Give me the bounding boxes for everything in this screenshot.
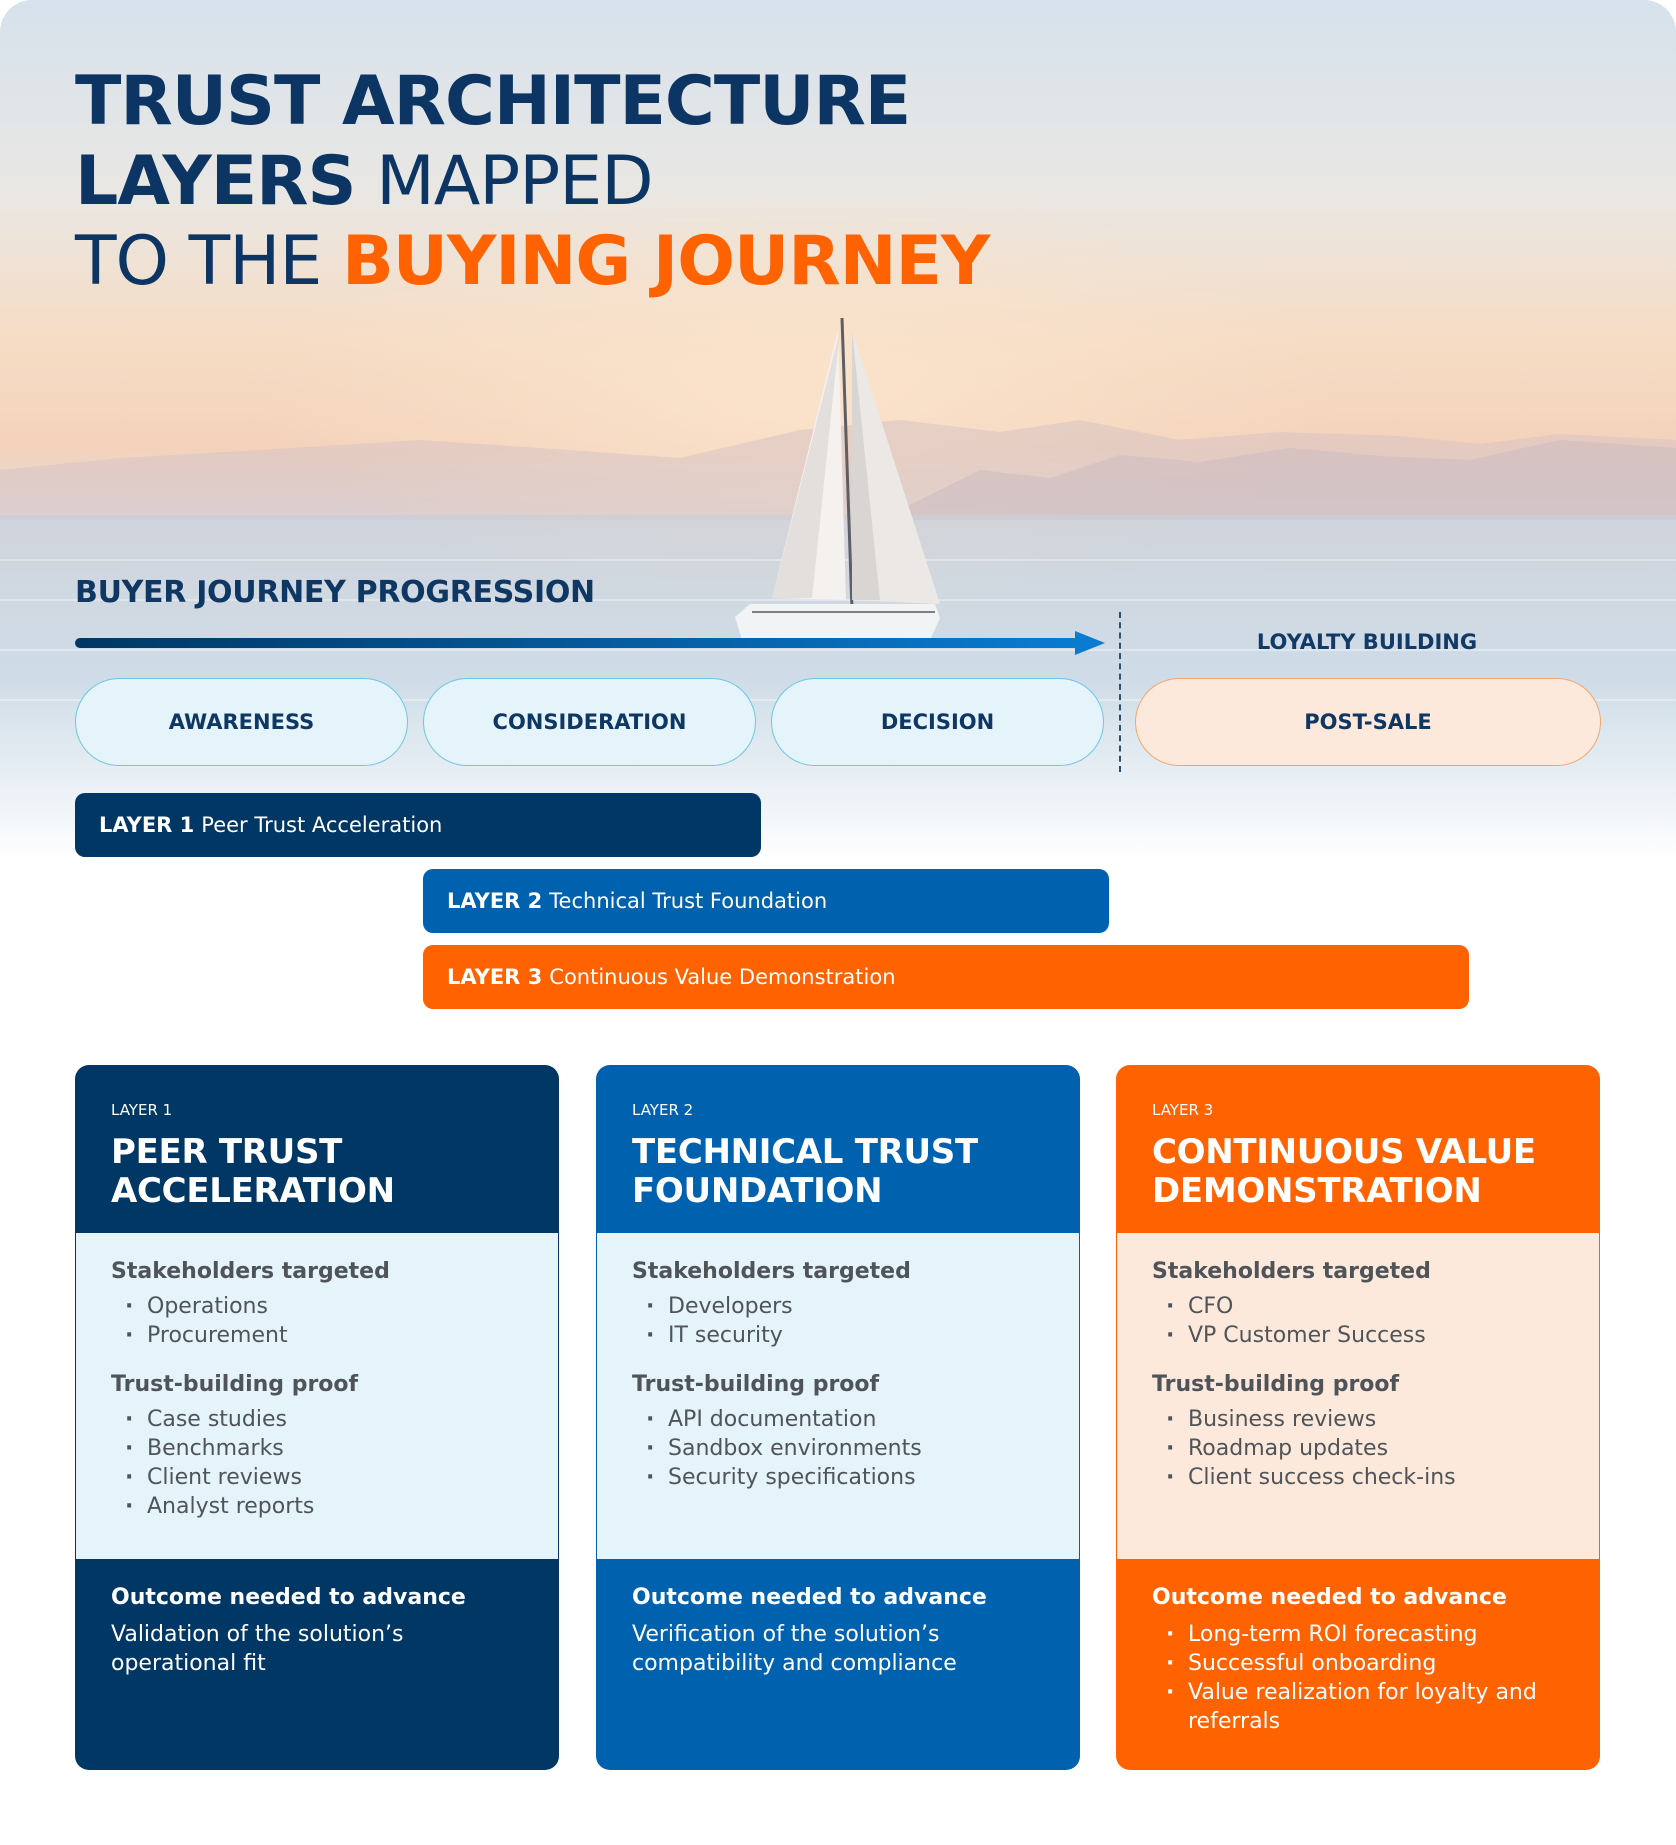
layer-3-proof-list <box>1152 1405 1564 1492</box>
layer-1-bar <box>75 793 761 857</box>
layer-1-card-body <box>76 1233 558 1559</box>
layer-1-outcome-text: Validation of the solution’s operational fit <box>111 1622 404 1676</box>
list-item: · Value realization for loyalty and referrals <box>1152 1678 1564 1736</box>
layer-1-bar-label: LAYER 1 <box>99 813 195 837</box>
layer-1-proof-heading: Trust-building proof <box>111 1372 359 1397</box>
journey-heading: BUYER JOURNEY PROGRESSION <box>75 575 595 610</box>
layer-3-card-body <box>1117 1233 1599 1559</box>
list-item: · VP Customer Success <box>1152 1321 1564 1350</box>
list-item: · Business reviews <box>1152 1405 1564 1434</box>
layer-3-stakeholders-list <box>1152 1292 1564 1350</box>
layer-1-bar-name: Peer Trust Acceleration <box>201 813 443 837</box>
layer-2-card-title <box>632 1133 1044 1211</box>
layer-3-card-overline: LAYER 3 <box>1152 1101 1214 1119</box>
layer-1-card-title-line-1: PEER TRUST <box>111 1132 343 1172</box>
loyalty-building-label: LOYALTY BUILDING <box>1256 630 1478 654</box>
layer-2-proof-heading: Trust-building proof <box>632 1372 880 1397</box>
list-item: · CFO <box>1152 1292 1564 1321</box>
list-item: · Case studies <box>111 1405 523 1434</box>
layer-1-stakeholders-heading: Stakeholders targeted <box>111 1259 390 1284</box>
layer-3-card-title <box>1152 1133 1564 1211</box>
list-item: · Operations <box>111 1292 523 1321</box>
title-line-2-bold: LAYERS <box>75 142 356 221</box>
layer-1-card-header <box>75 1065 559 1233</box>
layer-2-card-header <box>596 1065 1080 1233</box>
title-line-2-rest: MAPPED <box>355 142 653 221</box>
layer-2-proof-list <box>632 1405 1044 1492</box>
layer-1-card-overline: LAYER 1 <box>111 1101 173 1119</box>
list-item: · Security specifications <box>632 1463 1044 1492</box>
title-line-1: TRUST ARCHITECTURE <box>75 62 911 141</box>
layer-2-bar-label: LAYER 2 <box>447 889 543 913</box>
layer-1-outcome-heading: Outcome needed to advance <box>111 1585 466 1610</box>
list-item: · API documentation <box>632 1405 1044 1434</box>
layer-1-card-title <box>111 1133 523 1211</box>
layer-3-bar <box>423 945 1469 1009</box>
hero-background <box>0 0 1676 860</box>
layer-2-outcome-heading: Outcome needed to advance <box>632 1585 987 1610</box>
list-item: · Client reviews <box>111 1463 523 1492</box>
layer-3-card-footer <box>1116 1559 1600 1770</box>
layer-3-stakeholders-heading: Stakeholders targeted <box>1152 1259 1431 1284</box>
list-item: · Long-term ROI forecasting <box>1152 1620 1564 1649</box>
layer-1-stakeholders-list <box>111 1292 523 1350</box>
layer-2-card-title-line-2: FOUNDATION <box>632 1171 883 1211</box>
layer-3-bar-label: LAYER 3 <box>447 965 543 989</box>
layer-1-card-title-line-2: ACCELERATION <box>111 1171 395 1211</box>
layer-3-outcome-list <box>1152 1620 1564 1736</box>
list-item: · Sandbox environments <box>632 1434 1044 1463</box>
stage-awareness: AWARENESS <box>75 678 408 766</box>
stage-consideration: CONSIDERATION <box>423 678 756 766</box>
layer-1-card-footer <box>75 1559 559 1770</box>
layer-1-proof-list <box>111 1405 523 1521</box>
list-item: · Benchmarks <box>111 1434 523 1463</box>
layer-3-card-title-line-2: DEMONSTRATION <box>1152 1171 1482 1211</box>
layer-2-bar-name: Technical Trust Foundation <box>549 889 828 913</box>
list-item: · Procurement <box>111 1321 523 1350</box>
layer-3-card-header <box>1116 1065 1600 1233</box>
layer-1-card <box>75 1065 559 1770</box>
page-title <box>75 62 989 302</box>
layer-2-bar <box>423 869 1109 933</box>
journey-progression-arrow <box>75 630 1107 656</box>
layer-3-bar-name: Continuous Value Demonstration <box>549 965 896 989</box>
journey-divider <box>1119 612 1121 772</box>
list-item: · Developers <box>632 1292 1044 1321</box>
list-item: · Client success check-ins <box>1152 1463 1564 1492</box>
layer-2-stakeholders-list <box>632 1292 1044 1350</box>
title-line-3-plain: TO THE <box>75 222 342 301</box>
layer-2-card-title-line-1: TECHNICAL TRUST <box>632 1132 978 1172</box>
list-item: · IT security <box>632 1321 1044 1350</box>
list-item: · Successful onboarding <box>1152 1649 1564 1678</box>
layer-3-outcome-heading: Outcome needed to advance <box>1152 1585 1507 1610</box>
layer-2-card-overline: LAYER 2 <box>632 1101 694 1119</box>
layer-2-card-body <box>597 1233 1079 1559</box>
layer-2-outcome-text: Verification of the solution’s compatibility and compliance <box>632 1622 957 1676</box>
title-line-3-accent: BUYING JOURNEY <box>341 222 990 301</box>
layer-2-stakeholders-heading: Stakeholders targeted <box>632 1259 911 1284</box>
layer-3-card <box>1116 1065 1600 1770</box>
layer-2-card <box>596 1065 1080 1770</box>
list-item: · Analyst reports <box>111 1492 523 1521</box>
stage-post-sale: POST-SALE <box>1135 678 1601 766</box>
list-item: · Roadmap updates <box>1152 1434 1564 1463</box>
layer-3-proof-heading: Trust-building proof <box>1152 1372 1400 1397</box>
stage-decision: DECISION <box>771 678 1104 766</box>
layer-3-card-title-line-1: CONTINUOUS VALUE <box>1152 1132 1536 1172</box>
layer-2-card-footer <box>596 1559 1080 1770</box>
